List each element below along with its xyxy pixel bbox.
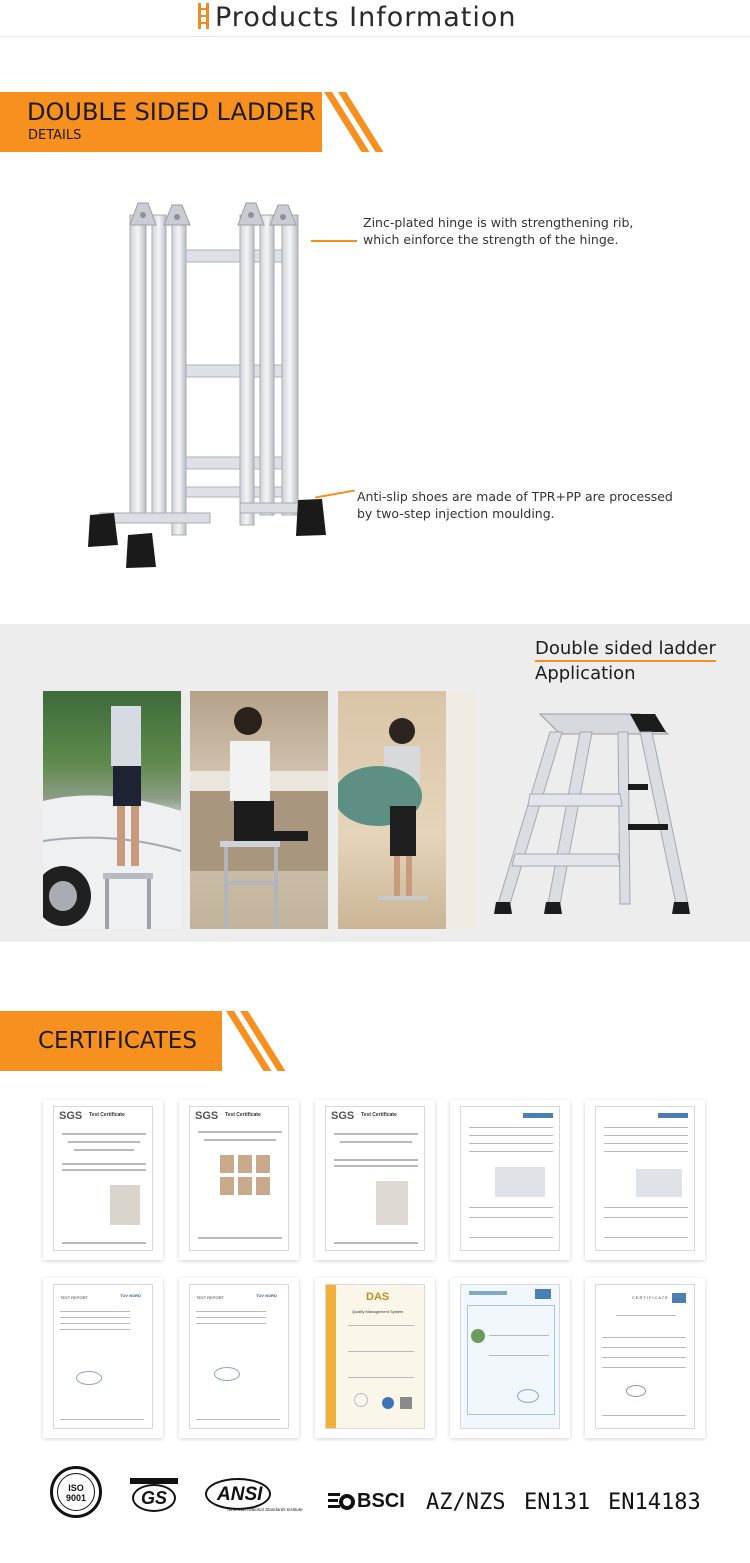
ansi-logo: ANSI American National Standards Institute [205, 1476, 323, 1516]
application-photo-reading [190, 691, 328, 929]
certificate-tuv-report-2: TEST REPORT TUV NORD [179, 1278, 299, 1438]
gs-logo: GS [130, 1478, 178, 1514]
application-section [0, 624, 750, 942]
application-photo-car [43, 691, 181, 929]
hinge-pointer-line [311, 240, 357, 242]
folding-ladder-image [80, 195, 340, 575]
details-banner-title: DOUBLE SIDED LADDER [27, 98, 316, 126]
application-title: Double sided ladder [535, 638, 716, 662]
en14183-logo: EN14183 [608, 1490, 701, 1515]
certificate-tuv-report-1: TEST REPORT TUV NORD [43, 1278, 163, 1438]
certificate-tuv-2 [585, 1100, 705, 1260]
certificate-das: DAS Quality Management System [315, 1278, 435, 1438]
certificate-sgs-2: SGS Test Certificate [179, 1100, 299, 1260]
certificate-sgs-1: SGS Test Certificate [43, 1100, 163, 1260]
page-title: Products Information [215, 2, 517, 33]
details-banner-subtitle: DETAILS [28, 128, 82, 143]
aznzs-logo: AZ/NZS [426, 1490, 506, 1515]
application-photo-cushion [338, 691, 476, 929]
bsci-mark-icon [328, 1491, 356, 1513]
certificate-tuv-3 [450, 1278, 570, 1438]
details-banner [0, 92, 370, 152]
header-divider [0, 36, 750, 37]
certificate-sgs-3: SGS Test Certificate [315, 1100, 435, 1260]
hinge-annotation: Zinc-plated hinge is with strengthening rib, which einforce the strength of the hinge. [363, 215, 634, 247]
iso-9001-logo: ISO 9001 [50, 1466, 102, 1518]
certificates-banner [0, 1011, 280, 1071]
shoes-annotation: Anti-slip shoes are made of TPR+PP are processed by two-step injection moulding. [357, 489, 673, 521]
step-ladder-image [490, 704, 700, 914]
ladder-icon [198, 3, 210, 29]
certificate-tuv-1 [450, 1100, 570, 1260]
bsci-logo: BSCI [328, 1490, 408, 1514]
certificate-tuv-4: CERTIFICATE [585, 1278, 705, 1438]
certificates-banner-title: CERTIFICATES [38, 1028, 197, 1054]
application-subtitle: Application [535, 663, 636, 684]
en131-logo: EN131 [524, 1490, 591, 1515]
page-header [0, 0, 750, 40]
